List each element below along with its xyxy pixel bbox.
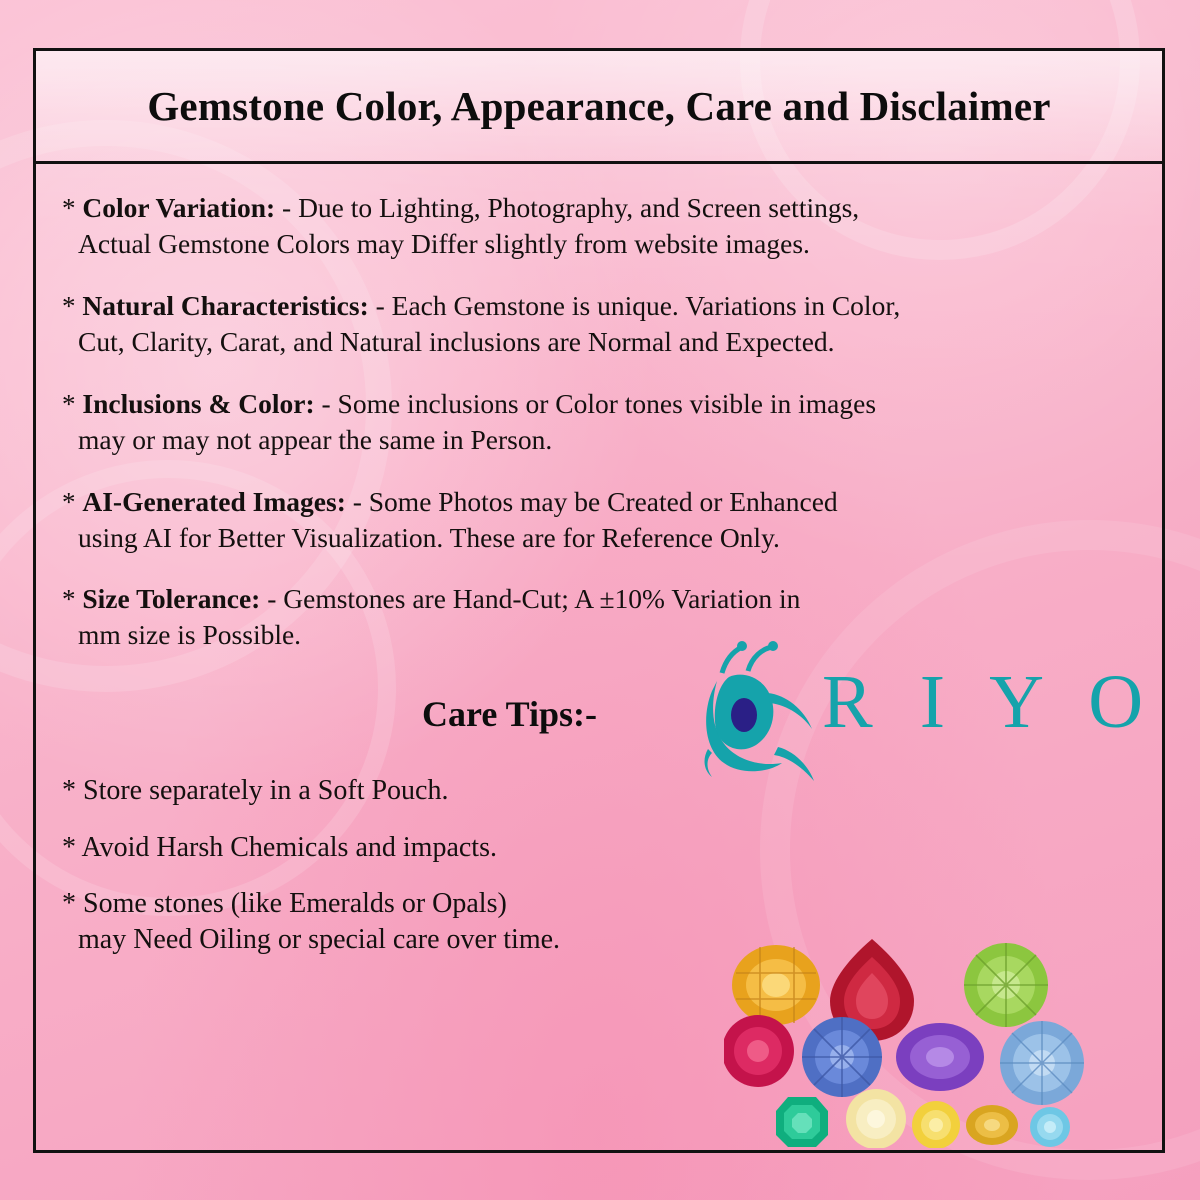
disclaimer-label: Natural Characteristics: [82,289,369,321]
disclaimer-text-line1: - Due to Lighting, Photography, and Screen settings, [282,192,860,223]
disclaimer-text-line2: Actual Gemstone Colors may Differ slightly from website images. [78,228,810,260]
disclaimer-text-line1: - Each Gemstone is unique. Variations in Color, [375,289,901,321]
citrine-oval-gem [732,945,820,1025]
disclaimer-text-line2: using AI for Better Visualization. These are for Reference Only. [78,521,780,553]
bullet-star-icon: * [62,388,76,419]
bullet-star-icon: * [62,775,76,807]
disclaimer-text-line1: - Gemstones are Hand-Cut; A ±10% Variation in [267,583,801,615]
riyo-logo [682,637,1200,787]
bullet-star-icon: * [62,584,76,615]
care-tip-text-line2: may Need Oiling or special care over time. [78,924,561,956]
gemstone-cluster [724,933,1154,1148]
care-tip-text: Store separately in a Soft Pouch. [83,775,449,807]
peridot-round-gem [964,943,1048,1027]
peacock-icon [682,637,842,792]
topaz-small-gem [966,1105,1018,1145]
disclaimer-label: Inclusions & Color: [82,387,315,419]
yellow-round-gem [912,1101,960,1148]
disclaimer-text-line2: Cut, Clarity, Carat, and Natural inclusions are Normal and Expected. [78,325,835,357]
care-tip-item [62,886,762,959]
disclaimer-label: AI-Generated Images: [82,485,346,517]
disclaimer-text-line1: - Some inclusions or Color tones visible in images [321,387,877,419]
care-tip-item [62,830,762,866]
bullet-star-icon: * [62,888,76,919]
disclaimer-text-line2: mm size is Possible. [78,619,302,651]
sapphire-round-gem [802,1017,882,1097]
ruby-round-gem [724,1015,794,1087]
care-tip-item [62,773,762,809]
page-title: Gemstone Color, Appearance, Care and Disclaimer [147,83,1051,129]
amethyst-oval-gem [896,1023,984,1091]
emerald-emeraldcut-gem [776,1097,828,1147]
disclaimer-label: Color Variation: [82,192,276,223]
disclaimer-text-line1: - Some Photos may be Created or Enhanced [352,485,838,517]
disclaimer-label: Size Tolerance: [82,583,261,615]
care-tip-text: Avoid Harsh Chemicals and impacts. [81,831,497,863]
disclaimer-item-color-variation [62,190,1136,262]
care-tips-header-row [62,660,1158,771]
disclaimer-item-ai-generated-images [62,484,1136,556]
bullet-star-icon: * [62,290,76,321]
brand-name: R I Y O [822,660,1158,745]
care-tips-list [62,773,1136,959]
bullet-star-icon: * [62,831,76,863]
card-body [36,164,1162,1150]
aquamarine-round-gem [1000,1021,1084,1105]
care-tips-heading: Care Tips:- [422,694,598,735]
disclaimer-text-line2: may or may not appear the same in Person. [78,423,553,455]
care-tip-text: Some stones (like Emeralds or Opals) [83,888,507,919]
bullet-star-icon: * [62,486,76,517]
bullet-star-icon: * [62,193,76,223]
disclaimer-item-inclusions-color [62,386,1136,458]
disclaimer-card [33,48,1165,1153]
blue-topaz-small-gem [1030,1107,1070,1147]
pale-yellow-round-gem [846,1089,906,1148]
disclaimer-item-natural-characteristics [62,288,1136,360]
card-header [36,51,1162,164]
